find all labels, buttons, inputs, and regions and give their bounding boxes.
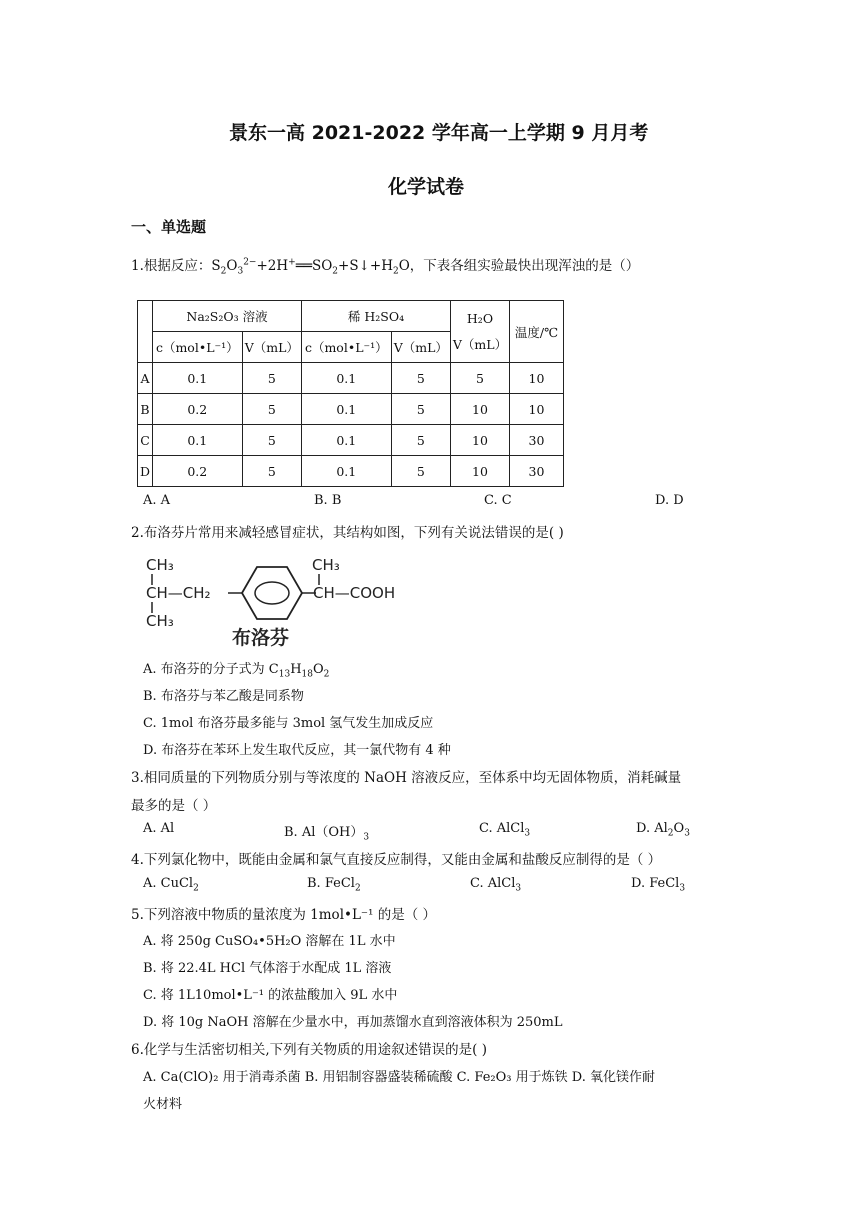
fig-ch3-bottom-left: CH₃ bbox=[146, 612, 174, 630]
q5-option-d[interactable]: D. 将 10g NaOH 溶解在少量水中，再加蒸馏水直到溶液体积为 250mL bbox=[143, 1015, 563, 1030]
fig-caption: 布洛芬 bbox=[232, 627, 290, 649]
q2-option-c[interactable]: C. 1mol 布洛芬最多能与 3mol 氢气发生加成反应 bbox=[143, 716, 434, 731]
table-row: D 0.2 5 0.1 5 10 30 bbox=[138, 456, 564, 487]
q2-option-a[interactable]: A. 布洛芬的分子式为 $C_{13}H_{18}O_2$ bbox=[143, 662, 330, 680]
q4-option-b[interactable]: B. FeCl$_2$ bbox=[307, 876, 361, 894]
fig-ch-left: CH—CH₂ bbox=[146, 584, 211, 602]
question-4-stem: 4.下列氯化物中，既能由金属和氯气直接反应制得，又能由金属和盐酸反应制得的是（ ） bbox=[131, 852, 662, 868]
header-na2s2o3: Na₂S₂O₃ 溶液 bbox=[153, 301, 302, 332]
fig-ch-right: CH—COOH bbox=[313, 584, 396, 602]
q6-options-line1[interactable]: A. Ca(ClO)₂ 用于消毒杀菌 B. 用铝制容器盛装稀硫酸 C. Fe₂O₃ 用于炼铁 D. 氧化镁作耐 bbox=[143, 1070, 656, 1085]
table-row: C 0.1 5 0.1 5 10 30 bbox=[138, 425, 564, 456]
table-row: B 0.2 5 0.1 5 10 10 bbox=[138, 394, 564, 425]
question-5-stem: 5.下列溶液中物质的量浓度为 1mol•L⁻¹ 的是（ ） bbox=[131, 907, 437, 923]
q2-option-b[interactable]: B. 布洛芬与苯乙酸是同系物 bbox=[143, 689, 304, 704]
question-6-stem: 6.化学与生活密切相关,下列有关物质的用途叙述错误的是( ) bbox=[131, 1042, 487, 1058]
q5-option-a[interactable]: A. 将 250g CuSO₄•5H₂O 溶解在 1L 水中 bbox=[143, 934, 396, 949]
q6-options-line2[interactable]: 火材料 bbox=[143, 1097, 183, 1112]
q5-option-b[interactable]: B. 将 22.4L HCl 气体溶于水配成 1L 溶液 bbox=[143, 961, 392, 976]
section-heading: 一、单选题 bbox=[131, 218, 207, 236]
benzene-ring bbox=[242, 567, 302, 619]
q2-option-d[interactable]: D. 布洛芬在苯环上发生取代反应，其一氯代物有 4 种 bbox=[143, 743, 451, 758]
question-1-stem: 1.根据反应：$S_2O_3^{2-}+2H^+══SO_2+S↓+H_2O$，下表各组实验最快出现浑浊的是（） bbox=[131, 257, 640, 277]
q3-option-a[interactable]: A. Al bbox=[143, 821, 175, 836]
header-h2o: H₂O V（mL） bbox=[451, 301, 510, 363]
exam-title: 景东一高 2021-2022 学年高一上学期 9 月月考 bbox=[229, 122, 649, 144]
subheader-c2: c（mol•L⁻¹） bbox=[302, 332, 392, 363]
q3-option-c[interactable]: C. AlCl$_3$ bbox=[479, 821, 531, 839]
subheader-c1: c（mol•L⁻¹） bbox=[153, 332, 243, 363]
q4-option-c[interactable]: C. AlCl$_3$ bbox=[470, 876, 522, 894]
subheader-v2: V（mL） bbox=[391, 332, 450, 363]
q4-option-d[interactable]: D. FeCl$_3$ bbox=[631, 876, 686, 894]
question-2-stem: 2.布洛芬片常用来减轻感冒症状，其结构如图，下列有关说法错误的是( ) bbox=[131, 525, 564, 541]
q3-option-b[interactable]: B. $Al(OH)_3$ bbox=[284, 825, 370, 843]
fig-ch3-top-left: CH₃ bbox=[146, 556, 174, 574]
q4-option-a[interactable]: A. CuCl$_2$ bbox=[143, 876, 199, 894]
q1-option-d[interactable]: D. D bbox=[655, 493, 684, 508]
ibuprofen-structure-figure bbox=[136, 548, 416, 650]
question-3-stem-line2: 最多的是（ ） bbox=[131, 798, 217, 814]
header-h2so4: 稀 H₂SO₄ bbox=[302, 301, 451, 332]
q1-option-c[interactable]: C. C bbox=[484, 493, 512, 508]
question-3-stem-line1: 3.相同质量的下列物质分别与等浓度的 NaOH 溶液反应，至体系中均无固体物质，消耗碱量 bbox=[131, 770, 682, 786]
q1-option-b[interactable]: B. B bbox=[314, 493, 342, 508]
header-temperature: 温度/℃ bbox=[510, 301, 564, 363]
table-row: A 0.1 5 0.1 5 5 10 bbox=[138, 363, 564, 394]
exam-subtitle: 化学试卷 bbox=[388, 176, 465, 198]
subheader-v1: V（mL） bbox=[242, 332, 301, 363]
fig-ch3-right: CH₃ bbox=[312, 556, 340, 574]
q1-option-a[interactable]: A. A bbox=[143, 493, 171, 508]
q3-option-d[interactable]: D. $Al_2O_3$ bbox=[636, 821, 690, 839]
q5-option-c[interactable]: C. 将 1L10mol•L⁻¹ 的浓盐酸加入 9L 水中 bbox=[143, 988, 398, 1003]
experiment-table bbox=[137, 300, 564, 487]
